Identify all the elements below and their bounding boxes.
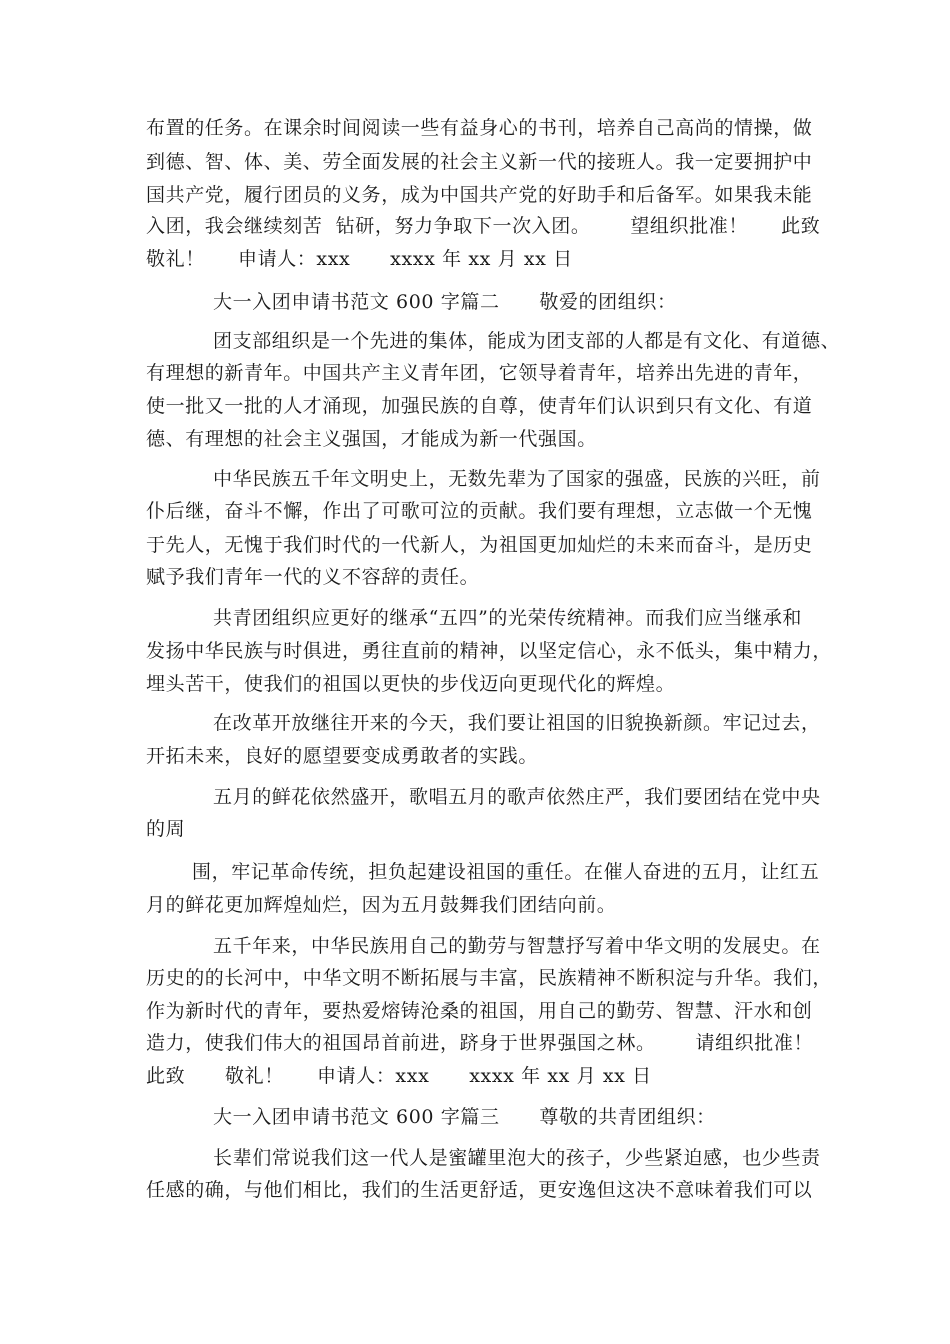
signature-line: 此致 敬礼！ 申请人：xxx xxxx 年 xx 月 xx 日	[146, 1065, 652, 1087]
text-line: 入团，我会继续刻苦 钻研，努力争取下一次入团。 望组织批准！ 此致	[146, 215, 821, 237]
text-line: 到德、智、体、美、劳全面发展的社会主义新一代的接班人。我一定要拥护中	[146, 151, 813, 173]
text-line: 埋头苦干，使我们的祖国以更快的步伐迈向更现代化的辉煌。	[146, 673, 676, 695]
text-line: 在改革开放继往开来的今天，我们要让祖国的旧貌换新颜。牢记过去，	[213, 712, 821, 734]
text-line: 长辈们常说我们这一代人是蜜罐里泡大的孩子，少些紧迫感，也少些责	[213, 1147, 821, 1169]
text-line: 于先人，无愧于我们时代的一代新人，为祖国更加灿烂的未来而奋斗，是历史	[146, 534, 813, 556]
text-line: 布置的任务。在课余时间阅读一些有益身心的书刊，培养自己高尚的情操，做	[146, 117, 813, 139]
section-heading: 大一入团申请书范文 600 字篇三 尊敬的共青团组织：	[213, 1106, 716, 1128]
text-line: 团支部组织是一个先进的集体，能成为团支部的人都是有文化、有道德、	[213, 330, 841, 352]
text-line: 五千年来，中华民族用自己的勤劳与智慧抒写着中华文明的发展史。在	[213, 935, 821, 957]
text-line: 任感的确，与他们相比，我们的生活更舒适，更安逸但这决不意味着我们可以	[146, 1179, 813, 1201]
text-line: 使一批又一批的人才涌现，加强民族的自尊，使青年们认识到只有文化、有道	[146, 395, 813, 417]
text-line: 仆后继，奋斗不懈，作出了可歌可泣的贡献。我们要有理想，立志做一个无愧	[146, 500, 813, 522]
section-heading: 大一入团申请书范文 600 字篇二 敬爱的团组织：	[213, 291, 677, 313]
text-line: 五月的鲜花依然盛开，歌唱五月的歌声依然庄严，我们要团结在党中央	[213, 786, 821, 808]
text-line: 开拓未来，良好的愿望要变成勇敢者的实践。	[146, 745, 539, 767]
text-line: 发扬中华民族与时俱进，勇往直前的精神，以坚定信心，永不低头，集中精力，	[146, 640, 833, 662]
text-line: 围，牢记革命传统，担负起建设祖国的重任。在催人奋进的五月，让红五	[192, 861, 820, 883]
text-line: 德、有理想的社会主义强国，才能成为新一代强国。	[146, 428, 597, 450]
text-line: 共青团组织应更好的继承“五四”的光荣传统精神。而我们应当继承和	[213, 607, 803, 629]
text-line: 中华民族五千年文明史上，无数先辈为了国家的强盛，民族的兴旺，前	[213, 468, 821, 490]
text-line: 的周	[146, 818, 186, 840]
text-line: 历史的的长河中，中华文明不断拓展与丰富，民族精神不断积淀与升华。我们，	[146, 967, 833, 989]
text-line: 国共产党，履行团员的义务，成为中国共产党的好助手和后备军。如果我未能	[146, 184, 813, 206]
text-line: 赋予我们青年一代的义不容辞的责任。	[146, 566, 480, 588]
text-line: 造力，使我们伟大的祖国昂首前进，跻身于世界强国之林。 请组织批准！	[146, 1032, 814, 1054]
text-line: 有理想的新青年。中国共产主义青年团，它领导着青年，培养出先进的青年，	[146, 362, 813, 384]
text-line: 作为新时代的青年，要热爱熔铸沧桑的祖国，用自己的勤劳、智慧、汗水和创	[146, 1000, 813, 1022]
signature-line: 敬礼！ 申请人：xxx xxxx 年 xx 月 xx 日	[146, 248, 573, 270]
text-line: 月的鲜花更加辉煌灿烂，因为五月鼓舞我们团结向前。	[146, 894, 617, 916]
